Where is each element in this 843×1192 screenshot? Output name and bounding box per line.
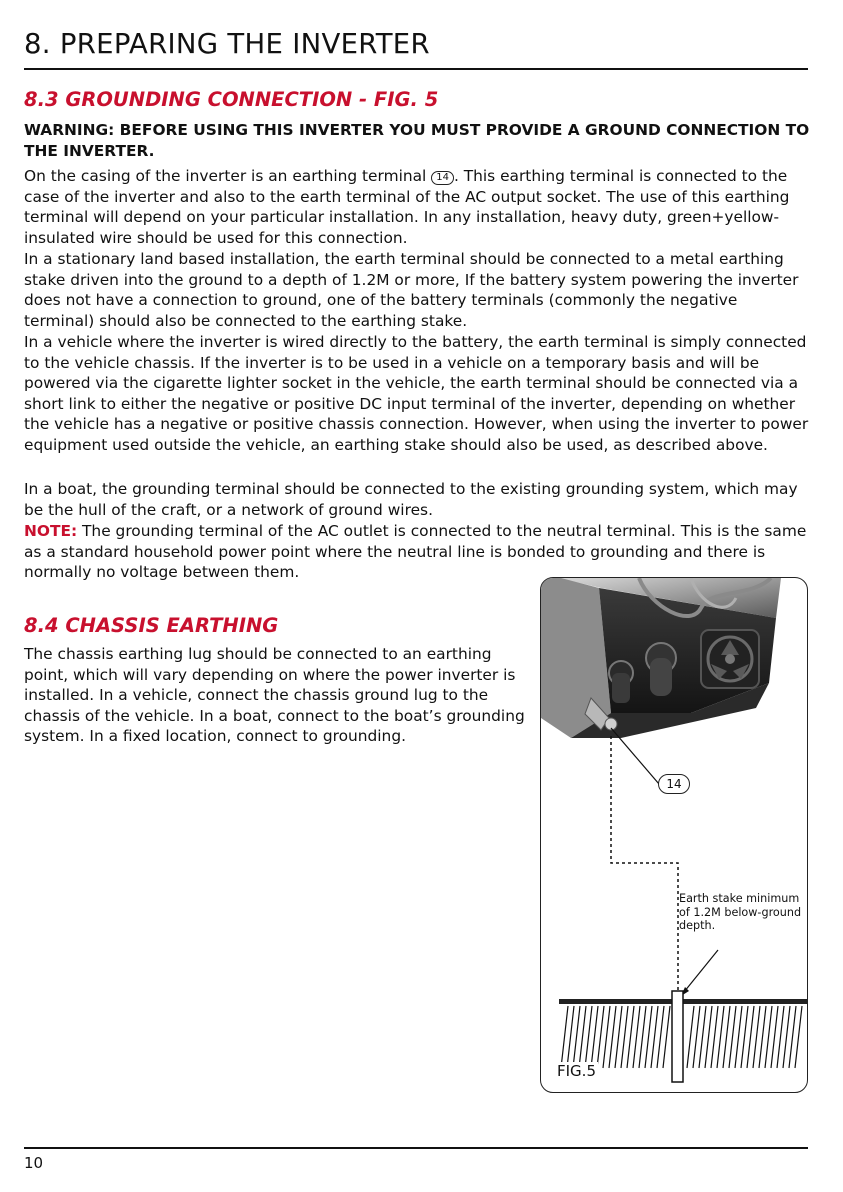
paragraph-vehicle-installation: In a vehicle where the inverter is wired directly to the battery, the earth terminal is simply connected to the vehicle chassis. If the inverter is to be used in a vehicle on a temporary basis and will be powered via the cigarette lighter socket in the vehicle, the earth terminal should be connected via a short link to either the negative or positive DC input terminal of the inverter, depending on whether the vehicle has a negative or positive chassis connection. However, when using the inverter to power equipment used outside the vehicle, an earthing stake should also be used, as described above. xyxy=(24,333,809,454)
figure-label: FIG.5 xyxy=(557,1062,596,1080)
warning-text: WARNING: BEFORE USING THIS INVERTER YOU MUST PROVIDE A GROUND CONNECTION TO THE INVERTER. xyxy=(24,121,810,160)
footer-divider xyxy=(24,1147,808,1149)
note-paragraph xyxy=(24,521,810,583)
callout-14: 14 xyxy=(658,774,690,794)
inverter-photo xyxy=(541,578,781,738)
earth-stake xyxy=(672,991,683,1082)
title-divider xyxy=(24,68,808,70)
paragraph-earthing-terminal xyxy=(24,166,810,248)
page-title: 8. PREPARING THE INVERTER xyxy=(24,28,430,60)
note-text: The grounding terminal of the AC outlet is connected to the neutral terminal. This is the same as a standard household power point where the neutral line is bonded to grounding and there is normally no voltage between them. xyxy=(24,522,807,582)
paragraph-text: . This earthing terminal is connected to the case of the inverter and also to the earth terminal of the AC output socket. The use of this earthing terminal will depend on your particular installation. In any installation, heavy duty, green+yellow-insulated wire should be used for this connection. xyxy=(24,167,790,247)
paragraph-chassis-earthing: The chassis earthing lug should be connected to an earthing point, which will vary depending on where the power inverter is installed. In a vehicle, connect the chassis ground lug to the chassis of the vehicle. In a boat, connect to the boat’s grounding system. In a fixed location, connect to grounding. xyxy=(24,645,525,746)
note-label: NOTE: xyxy=(24,522,78,540)
section-heading-grounding: 8.3 GROUNDING CONNECTION - FIG. 5 xyxy=(24,88,439,111)
stake-arrow-line xyxy=(684,950,718,992)
paragraph-text: On the casing of the inverter is an earthing terminal xyxy=(24,167,432,185)
callout-14-inline: 14 xyxy=(431,171,454,185)
earth-stake-note: Earth stake minimum of 1.2M below-ground depth. xyxy=(679,892,802,933)
callout-leader xyxy=(611,728,659,784)
page-number: 10 xyxy=(24,1154,44,1172)
paragraph-stationary-installation: In a stationary land based installation, the earth terminal should be connected to a metal earthing stake driven into the ground to a depth of 1.2M or more, If the battery system powering the inverter does not have a connection to ground, one of the battery terminals (commonly the negative terminal) should also be connected to the earthing stake. xyxy=(24,250,799,330)
paragraph-boat-installation: In a boat, the grounding terminal should be connected to the existing grounding system, which may be the hull of the craft, or a network of ground wires. xyxy=(24,480,798,519)
section-heading-chassis-earthing: 8.4 CHASSIS EARTHING xyxy=(24,614,279,637)
figure-5 xyxy=(540,577,808,1093)
figure-illustration xyxy=(541,578,807,1092)
